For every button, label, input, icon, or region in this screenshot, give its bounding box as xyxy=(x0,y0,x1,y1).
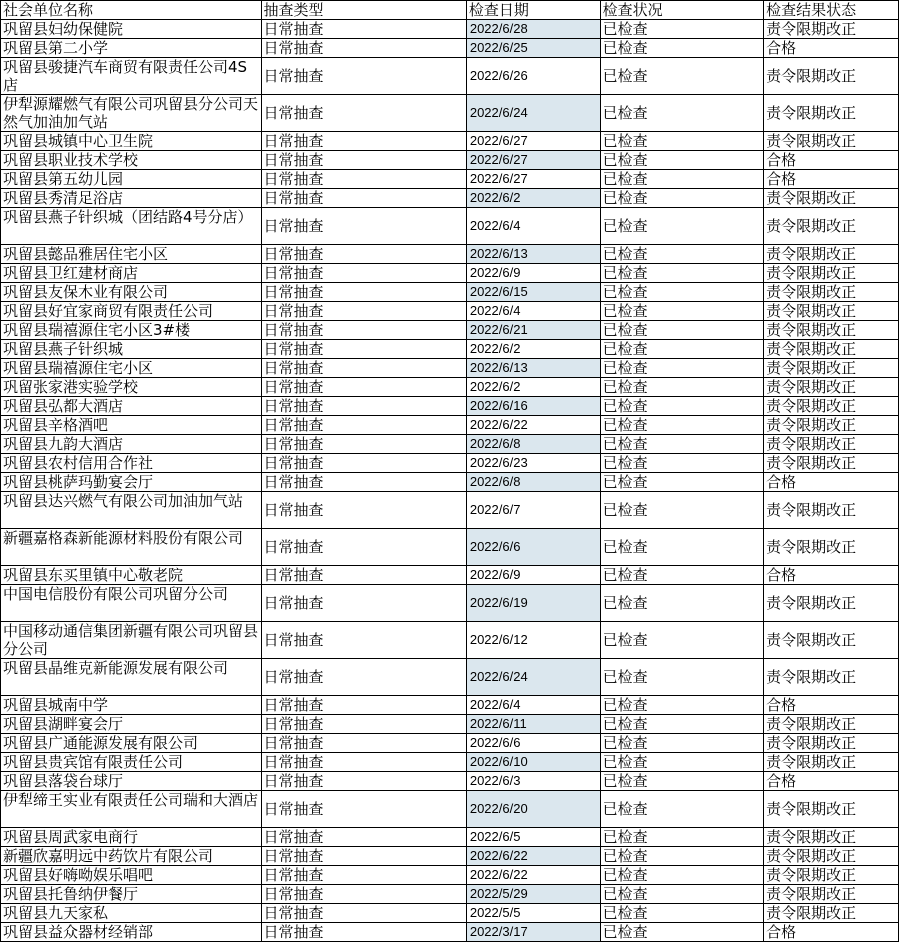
check-date-cell[interactable]: 2022/6/28 xyxy=(466,20,600,39)
unit-name-cell[interactable]: 巩留县九韵大酒店 xyxy=(1,435,262,454)
check-type-cell[interactable]: 日常抽查 xyxy=(261,529,466,566)
check-date-cell[interactable]: 2022/6/3 xyxy=(466,772,600,791)
unit-name-cell[interactable]: 巩留县辛格酒吧 xyxy=(1,416,262,435)
check-type-cell[interactable]: 日常抽查 xyxy=(261,585,466,622)
check-status-cell[interactable]: 已检查 xyxy=(600,715,763,734)
result-status-cell[interactable]: 责令限期改正 xyxy=(764,454,899,473)
check-status-cell[interactable]: 已检查 xyxy=(600,866,763,885)
check-type-cell[interactable]: 日常抽查 xyxy=(261,151,466,170)
check-status-cell[interactable]: 已检查 xyxy=(600,151,763,170)
table-row[interactable] xyxy=(1,904,899,923)
table-row[interactable] xyxy=(1,473,899,492)
check-status-cell[interactable]: 已检查 xyxy=(600,170,763,189)
result-status-cell[interactable]: 责令限期改正 xyxy=(764,378,899,397)
result-status-cell[interactable]: 合格 xyxy=(764,923,899,942)
check-status-cell[interactable]: 已检查 xyxy=(600,473,763,492)
check-type-cell[interactable]: 日常抽查 xyxy=(261,359,466,378)
header-row xyxy=(1,1,899,20)
result-status-cell[interactable]: 责令限期改正 xyxy=(764,20,899,39)
result-status-cell[interactable]: 责令限期改正 xyxy=(764,416,899,435)
table-row[interactable] xyxy=(1,132,899,151)
header-check-status[interactable]: 检查状况 xyxy=(600,1,763,20)
table-row[interactable] xyxy=(1,39,899,58)
unit-name-cell[interactable]: 巩留张家港实验学校 xyxy=(1,378,262,397)
check-type-cell[interactable]: 日常抽查 xyxy=(261,772,466,791)
unit-name-cell[interactable]: 巩留县农村信用合作社 xyxy=(1,454,262,473)
table-row[interactable] xyxy=(1,151,899,170)
check-status-cell[interactable]: 已检查 xyxy=(600,283,763,302)
check-type-cell[interactable]: 日常抽查 xyxy=(261,189,466,208)
check-date-cell[interactable]: 2022/6/22 xyxy=(466,847,600,866)
unit-name-cell[interactable]: 巩留县落袋台球厅 xyxy=(1,772,262,791)
check-status-cell[interactable]: 已检查 xyxy=(600,359,763,378)
check-status-cell[interactable]: 已检查 xyxy=(600,659,763,696)
check-type-cell[interactable]: 日常抽查 xyxy=(261,435,466,454)
table-row[interactable] xyxy=(1,715,899,734)
check-type-cell[interactable]: 日常抽查 xyxy=(261,340,466,359)
table-row[interactable] xyxy=(1,772,899,791)
check-date-cell[interactable]: 2022/5/5 xyxy=(466,904,600,923)
check-status-cell[interactable]: 已检查 xyxy=(600,753,763,772)
result-status-cell[interactable]: 合格 xyxy=(764,170,899,189)
check-status-cell[interactable]: 已检查 xyxy=(600,791,763,828)
check-date-cell[interactable]: 2022/3/17 xyxy=(466,923,600,942)
table-row[interactable] xyxy=(1,378,899,397)
result-status-cell[interactable]: 责令限期改正 xyxy=(764,95,899,132)
check-status-cell[interactable]: 已检查 xyxy=(600,772,763,791)
check-type-cell[interactable]: 日常抽查 xyxy=(261,696,466,715)
check-date-cell[interactable]: 2022/6/27 xyxy=(466,151,600,170)
result-status-cell[interactable]: 责令限期改正 xyxy=(764,245,899,264)
table-row[interactable] xyxy=(1,208,899,245)
table-row[interactable] xyxy=(1,435,899,454)
unit-name-cell[interactable]: 巩留县好宜家商贸有限责任公司 xyxy=(1,302,262,321)
unit-name-cell[interactable]: 巩留县晶维克新能源发展有限公司 xyxy=(1,659,262,696)
unit-name-cell[interactable]: 伊犁源耀燃气有限公司巩留县分公司天然气加油加气站 xyxy=(1,95,262,132)
check-date-cell[interactable]: 2022/6/20 xyxy=(466,791,600,828)
check-date-cell[interactable]: 2022/6/4 xyxy=(466,696,600,715)
check-type-cell[interactable]: 日常抽查 xyxy=(261,321,466,340)
check-date-cell[interactable]: 2022/6/10 xyxy=(466,753,600,772)
check-status-cell[interactable]: 已检查 xyxy=(600,566,763,585)
unit-name-cell[interactable]: 巩留县燕子针织城 xyxy=(1,340,262,359)
table-row[interactable] xyxy=(1,245,899,264)
check-date-cell[interactable]: 2022/6/11 xyxy=(466,715,600,734)
check-type-cell[interactable]: 日常抽查 xyxy=(261,715,466,734)
table-row[interactable] xyxy=(1,416,899,435)
check-type-cell[interactable]: 日常抽查 xyxy=(261,208,466,245)
check-status-cell[interactable]: 已检查 xyxy=(600,340,763,359)
unit-name-cell[interactable]: 中国移动通信集团新疆有限公司巩留县分公司 xyxy=(1,622,262,659)
check-date-cell[interactable]: 2022/6/15 xyxy=(466,283,600,302)
result-status-cell[interactable]: 责令限期改正 xyxy=(764,659,899,696)
check-type-cell[interactable]: 日常抽查 xyxy=(261,264,466,283)
check-status-cell[interactable]: 已检查 xyxy=(600,416,763,435)
table-row[interactable] xyxy=(1,828,899,847)
unit-name-cell[interactable]: 巩留县达兴燃气有限公司加油加气站 xyxy=(1,492,262,529)
check-status-cell[interactable]: 已检查 xyxy=(600,321,763,340)
check-type-cell[interactable]: 日常抽查 xyxy=(261,132,466,151)
result-status-cell[interactable]: 责令限期改正 xyxy=(764,340,899,359)
table-row[interactable] xyxy=(1,264,899,283)
check-status-cell[interactable]: 已检查 xyxy=(600,132,763,151)
check-date-cell[interactable]: 2022/6/16 xyxy=(466,397,600,416)
table-row[interactable] xyxy=(1,753,899,772)
check-date-cell[interactable]: 2022/6/12 xyxy=(466,622,600,659)
check-date-cell[interactable]: 2022/5/29 xyxy=(466,885,600,904)
check-date-cell[interactable]: 2022/6/9 xyxy=(466,566,600,585)
result-status-cell[interactable]: 责令限期改正 xyxy=(764,397,899,416)
table-row[interactable] xyxy=(1,529,899,566)
unit-name-cell[interactable]: 巩留县托鲁纳伊餐厅 xyxy=(1,885,262,904)
table-row[interactable] xyxy=(1,359,899,378)
check-status-cell[interactable]: 已检查 xyxy=(600,39,763,58)
unit-name-cell[interactable]: 巩留县弘都大酒店 xyxy=(1,397,262,416)
check-status-cell[interactable]: 已检查 xyxy=(600,264,763,283)
check-date-cell[interactable]: 2022/6/6 xyxy=(466,529,600,566)
check-type-cell[interactable]: 日常抽查 xyxy=(261,283,466,302)
unit-name-cell[interactable]: 巩留县卫红建材商店 xyxy=(1,264,262,283)
check-type-cell[interactable]: 日常抽查 xyxy=(261,566,466,585)
check-date-cell[interactable]: 2022/6/13 xyxy=(466,245,600,264)
header-unit-name[interactable]: 社会单位名称 xyxy=(1,1,262,20)
unit-name-cell[interactable]: 巩留县益众器材经销部 xyxy=(1,923,262,942)
table-row[interactable] xyxy=(1,95,899,132)
table-row[interactable] xyxy=(1,622,899,659)
check-status-cell[interactable]: 已检查 xyxy=(600,20,763,39)
result-status-cell[interactable]: 责令限期改正 xyxy=(764,904,899,923)
check-status-cell[interactable]: 已检查 xyxy=(600,585,763,622)
check-date-cell[interactable]: 2022/6/25 xyxy=(466,39,600,58)
table-row[interactable] xyxy=(1,791,899,828)
result-status-cell[interactable]: 合格 xyxy=(764,696,899,715)
table-row[interactable] xyxy=(1,340,899,359)
unit-name-cell[interactable]: 巩留县妇幼保健院 xyxy=(1,20,262,39)
check-date-cell[interactable]: 2022/6/2 xyxy=(466,189,600,208)
check-type-cell[interactable]: 日常抽查 xyxy=(261,492,466,529)
result-status-cell[interactable]: 责令限期改正 xyxy=(764,302,899,321)
table-row[interactable] xyxy=(1,302,899,321)
unit-name-cell[interactable]: 巩留县好嗨呦娱乐唱吧 xyxy=(1,866,262,885)
unit-name-cell[interactable]: 巩留县燕子针织城（团结路4号分店） xyxy=(1,208,262,245)
check-type-cell[interactable]: 日常抽查 xyxy=(261,866,466,885)
result-status-cell[interactable]: 责令限期改正 xyxy=(764,828,899,847)
header-result-status[interactable]: 检查结果状态 xyxy=(764,1,899,20)
table-row[interactable] xyxy=(1,585,899,622)
check-status-cell[interactable]: 已检查 xyxy=(600,828,763,847)
table-row[interactable] xyxy=(1,566,899,585)
table-row[interactable] xyxy=(1,923,899,942)
unit-name-cell[interactable]: 巩留县瑞禧源住宅小区3#楼 xyxy=(1,321,262,340)
table-row[interactable] xyxy=(1,885,899,904)
table-row[interactable] xyxy=(1,170,899,189)
header-check-type[interactable]: 抽查类型 xyxy=(261,1,466,20)
check-type-cell[interactable]: 日常抽查 xyxy=(261,39,466,58)
result-status-cell[interactable]: 责令限期改正 xyxy=(764,359,899,378)
table-row[interactable] xyxy=(1,321,899,340)
unit-name-cell[interactable]: 巩留县城南中学 xyxy=(1,696,262,715)
result-status-cell[interactable]: 责令限期改正 xyxy=(764,58,899,95)
check-status-cell[interactable]: 已检查 xyxy=(600,435,763,454)
result-status-cell[interactable]: 责令限期改正 xyxy=(764,208,899,245)
check-status-cell[interactable]: 已检查 xyxy=(600,189,763,208)
result-status-cell[interactable]: 责令限期改正 xyxy=(764,132,899,151)
result-status-cell[interactable]: 责令限期改正 xyxy=(764,264,899,283)
check-type-cell[interactable]: 日常抽查 xyxy=(261,847,466,866)
check-date-cell[interactable]: 2022/6/19 xyxy=(466,585,600,622)
result-status-cell[interactable]: 责令限期改正 xyxy=(764,321,899,340)
check-type-cell[interactable]: 日常抽查 xyxy=(261,659,466,696)
check-type-cell[interactable]: 日常抽查 xyxy=(261,397,466,416)
unit-name-cell[interactable]: 巩留县湖畔宴会厅 xyxy=(1,715,262,734)
table-row[interactable] xyxy=(1,189,899,208)
check-type-cell[interactable]: 日常抽查 xyxy=(261,753,466,772)
check-type-cell[interactable]: 日常抽查 xyxy=(261,302,466,321)
table-row[interactable] xyxy=(1,734,899,753)
table-row[interactable] xyxy=(1,58,899,95)
table-row[interactable] xyxy=(1,454,899,473)
result-status-cell[interactable]: 合格 xyxy=(764,151,899,170)
table-row[interactable] xyxy=(1,847,899,866)
result-status-cell[interactable]: 责令限期改正 xyxy=(764,435,899,454)
unit-name-cell[interactable]: 巩留县东买里镇中心敬老院 xyxy=(1,566,262,585)
result-status-cell[interactable]: 责令限期改正 xyxy=(764,753,899,772)
unit-name-cell[interactable]: 伊犁缔王实业有限责任公司瑞和大酒店 xyxy=(1,791,262,828)
unit-name-cell[interactable]: 巩留县秀清足浴店 xyxy=(1,189,262,208)
check-date-cell[interactable]: 2022/6/24 xyxy=(466,659,600,696)
check-date-cell[interactable]: 2022/6/27 xyxy=(466,132,600,151)
result-status-cell[interactable]: 责令限期改正 xyxy=(764,734,899,753)
table-row[interactable] xyxy=(1,20,899,39)
unit-name-cell[interactable]: 巩留县瑞禧源住宅小区 xyxy=(1,359,262,378)
check-type-cell[interactable]: 日常抽查 xyxy=(261,622,466,659)
check-date-cell[interactable]: 2022/6/7 xyxy=(466,492,600,529)
table-row[interactable] xyxy=(1,283,899,302)
check-type-cell[interactable]: 日常抽查 xyxy=(261,454,466,473)
unit-name-cell[interactable]: 巩留县城镇中心卫生院 xyxy=(1,132,262,151)
check-date-cell[interactable]: 2022/6/24 xyxy=(466,95,600,132)
check-date-cell[interactable]: 2022/6/8 xyxy=(466,473,600,492)
unit-name-cell[interactable]: 巩留县友保木业有限公司 xyxy=(1,283,262,302)
unit-name-cell[interactable]: 巩留县职业技术学校 xyxy=(1,151,262,170)
check-status-cell[interactable]: 已检查 xyxy=(600,885,763,904)
check-date-cell[interactable]: 2022/6/9 xyxy=(466,264,600,283)
check-date-cell[interactable]: 2022/6/5 xyxy=(466,828,600,847)
check-status-cell[interactable]: 已检查 xyxy=(600,492,763,529)
check-type-cell[interactable]: 日常抽查 xyxy=(261,473,466,492)
check-type-cell[interactable]: 日常抽查 xyxy=(261,885,466,904)
table-row[interactable] xyxy=(1,696,899,715)
unit-name-cell[interactable]: 巩留县懿品雅居住宅小区 xyxy=(1,245,262,264)
check-date-cell[interactable]: 2022/6/2 xyxy=(466,340,600,359)
check-status-cell[interactable]: 已检查 xyxy=(600,696,763,715)
check-type-cell[interactable]: 日常抽查 xyxy=(261,923,466,942)
result-status-cell[interactable]: 责令限期改正 xyxy=(764,791,899,828)
unit-name-cell[interactable]: 中国电信股份有限公司巩留分公司 xyxy=(1,585,262,622)
unit-name-cell[interactable]: 巩留县桃萨玛勤宴会厅 xyxy=(1,473,262,492)
result-status-cell[interactable]: 责令限期改正 xyxy=(764,885,899,904)
result-status-cell[interactable]: 责令限期改正 xyxy=(764,529,899,566)
result-status-cell[interactable]: 责令限期改正 xyxy=(764,866,899,885)
check-date-cell[interactable]: 2022/6/22 xyxy=(466,866,600,885)
check-type-cell[interactable]: 日常抽查 xyxy=(261,378,466,397)
check-date-cell[interactable]: 2022/6/27 xyxy=(466,170,600,189)
check-status-cell[interactable]: 已检查 xyxy=(600,208,763,245)
table-row[interactable] xyxy=(1,866,899,885)
result-status-cell[interactable]: 责令限期改正 xyxy=(764,189,899,208)
unit-name-cell[interactable]: 巩留县骏捷汽车商贸有限责任公司4S店 xyxy=(1,58,262,95)
check-type-cell[interactable]: 日常抽查 xyxy=(261,20,466,39)
unit-name-cell[interactable]: 新疆嘉格森新能源材料股份有限公司 xyxy=(1,529,262,566)
unit-name-cell[interactable]: 新疆欣嘉明远中药饮片有限公司 xyxy=(1,847,262,866)
check-type-cell[interactable]: 日常抽查 xyxy=(261,95,466,132)
check-status-cell[interactable]: 已检查 xyxy=(600,923,763,942)
result-status-cell[interactable]: 合格 xyxy=(764,473,899,492)
check-type-cell[interactable]: 日常抽查 xyxy=(261,58,466,95)
unit-name-cell[interactable]: 巩留县九天家私 xyxy=(1,904,262,923)
unit-name-cell[interactable]: 巩留县第五幼儿园 xyxy=(1,170,262,189)
check-date-cell[interactable]: 2022/6/13 xyxy=(466,359,600,378)
check-type-cell[interactable]: 日常抽查 xyxy=(261,904,466,923)
result-status-cell[interactable]: 责令限期改正 xyxy=(764,283,899,302)
check-status-cell[interactable]: 已检查 xyxy=(600,622,763,659)
check-date-cell[interactable]: 2022/6/23 xyxy=(466,454,600,473)
check-status-cell[interactable]: 已检查 xyxy=(600,397,763,416)
check-status-cell[interactable]: 已检查 xyxy=(600,454,763,473)
unit-name-cell[interactable]: 巩留县广通能源发展有限公司 xyxy=(1,734,262,753)
table-body xyxy=(1,20,899,942)
check-status-cell[interactable]: 已检查 xyxy=(600,245,763,264)
table-row[interactable] xyxy=(1,397,899,416)
check-date-cell[interactable]: 2022/6/6 xyxy=(466,734,600,753)
check-status-cell[interactable]: 已检查 xyxy=(600,302,763,321)
check-date-cell[interactable]: 2022/6/2 xyxy=(466,378,600,397)
check-type-cell[interactable]: 日常抽查 xyxy=(261,245,466,264)
result-status-cell[interactable]: 责令限期改正 xyxy=(764,622,899,659)
check-type-cell[interactable]: 日常抽查 xyxy=(261,416,466,435)
unit-name-cell[interactable]: 巩留县周武家电商行 xyxy=(1,828,262,847)
unit-name-cell[interactable]: 巩留县第二小学 xyxy=(1,39,262,58)
result-status-cell[interactable]: 责令限期改正 xyxy=(764,492,899,529)
check-status-cell[interactable]: 已检查 xyxy=(600,734,763,753)
result-status-cell[interactable]: 合格 xyxy=(764,566,899,585)
table-row[interactable] xyxy=(1,659,899,696)
check-type-cell[interactable]: 日常抽查 xyxy=(261,791,466,828)
check-date-cell[interactable]: 2022/6/4 xyxy=(466,208,600,245)
result-status-cell[interactable]: 合格 xyxy=(764,772,899,791)
unit-name-cell[interactable]: 巩留县贵宾馆有限责任公司 xyxy=(1,753,262,772)
result-status-cell[interactable]: 合格 xyxy=(764,39,899,58)
check-type-cell[interactable]: 日常抽查 xyxy=(261,734,466,753)
check-status-cell[interactable]: 已检查 xyxy=(600,58,763,95)
check-type-cell[interactable]: 日常抽查 xyxy=(261,828,466,847)
result-status-cell[interactable]: 责令限期改正 xyxy=(764,715,899,734)
check-status-cell[interactable]: 已检查 xyxy=(600,904,763,923)
check-date-cell[interactable]: 2022/6/21 xyxy=(466,321,600,340)
check-date-cell[interactable]: 2022/6/22 xyxy=(466,416,600,435)
check-type-cell[interactable]: 日常抽查 xyxy=(261,170,466,189)
result-status-cell[interactable]: 责令限期改正 xyxy=(764,585,899,622)
check-status-cell[interactable]: 已检查 xyxy=(600,847,763,866)
check-date-cell[interactable]: 2022/6/26 xyxy=(466,58,600,95)
check-date-cell[interactable]: 2022/6/8 xyxy=(466,435,600,454)
check-status-cell[interactable]: 已检查 xyxy=(600,529,763,566)
check-status-cell[interactable]: 已检查 xyxy=(600,95,763,132)
result-status-cell[interactable]: 责令限期改正 xyxy=(764,847,899,866)
check-status-cell[interactable]: 已检查 xyxy=(600,378,763,397)
check-date-cell[interactable]: 2022/6/4 xyxy=(466,302,600,321)
header-check-date[interactable]: 检查日期 xyxy=(466,1,600,20)
table-row[interactable] xyxy=(1,492,899,529)
